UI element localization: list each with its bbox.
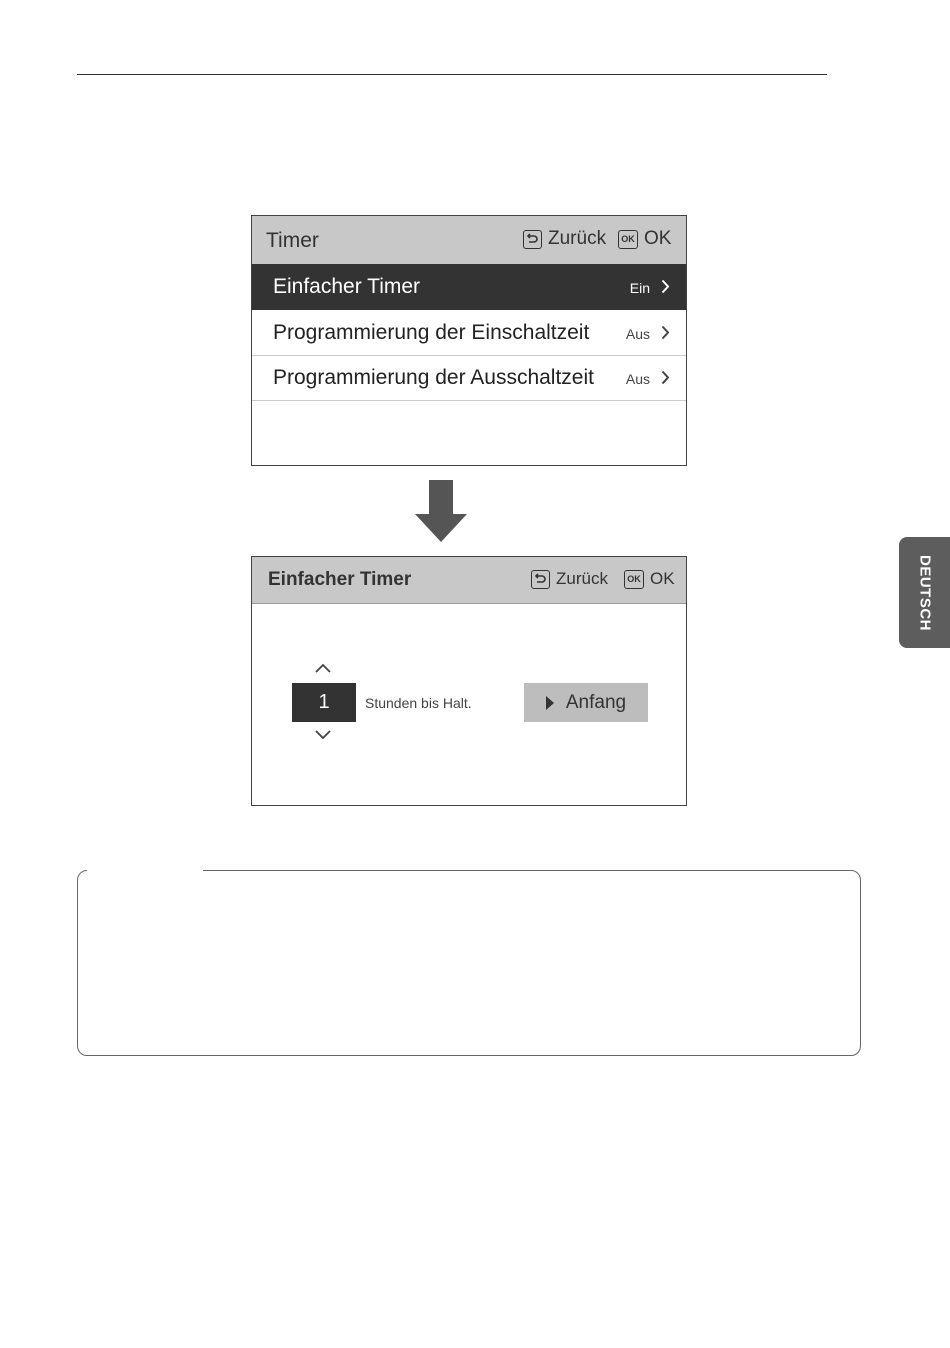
- menu-item-on-time[interactable]: [252, 310, 686, 356]
- hours-label: Stunden bis Halt.: [365, 695, 472, 711]
- language-tab-label: DEUTSCH: [916, 554, 933, 631]
- note-header-gap: [87, 866, 203, 874]
- menu-item-value: Ein: [629, 280, 650, 296]
- back-label: Zurück: [556, 569, 608, 588]
- top-rule: [77, 74, 827, 75]
- chevron-right-icon: [661, 325, 670, 340]
- ok-button[interactable]: [618, 228, 671, 250]
- timer-menu-screen: [251, 215, 687, 466]
- back-icon: [523, 230, 542, 249]
- chevron-up-icon[interactable]: [314, 662, 332, 674]
- menu-item-off-time[interactable]: [252, 355, 686, 401]
- language-tab: [899, 537, 950, 648]
- back-label: Zurück: [548, 228, 607, 249]
- back-button[interactable]: [523, 228, 606, 250]
- menu-item-simple-timer[interactable]: [252, 264, 686, 310]
- menu-item-label: Einfacher Timer: [273, 275, 421, 298]
- menu-item-label: Programmierung der Ausschaltzeit: [273, 366, 594, 389]
- menu-item-value: Aus: [625, 371, 650, 387]
- note-box: [77, 870, 861, 1056]
- menu-item-value: Aus: [625, 326, 650, 342]
- start-button[interactable]: [524, 683, 648, 722]
- simple-timer-screen: [251, 556, 687, 806]
- screen-title: Einfacher Timer: [268, 569, 412, 590]
- screen-title: Timer: [266, 229, 319, 252]
- chevron-right-icon: [661, 279, 670, 294]
- play-icon: [546, 696, 554, 710]
- down-arrow-icon: [415, 480, 467, 542]
- ok-icon: OK: [618, 230, 638, 249]
- ok-button[interactable]: [624, 569, 675, 589]
- back-button[interactable]: [531, 569, 608, 589]
- start-label: Anfang: [565, 691, 627, 713]
- ok-label: OK: [650, 569, 675, 588]
- chevron-down-icon[interactable]: [314, 729, 332, 741]
- ok-icon: OK: [624, 570, 644, 589]
- ok-label: OK: [644, 228, 672, 249]
- menu-item-label: Programmierung der Einschaltzeit: [273, 321, 590, 344]
- screen-header: [252, 216, 686, 265]
- hours-value[interactable]: 1: [292, 683, 356, 722]
- back-icon: [531, 570, 550, 589]
- chevron-right-icon: [661, 370, 670, 385]
- screen-header: [252, 557, 686, 604]
